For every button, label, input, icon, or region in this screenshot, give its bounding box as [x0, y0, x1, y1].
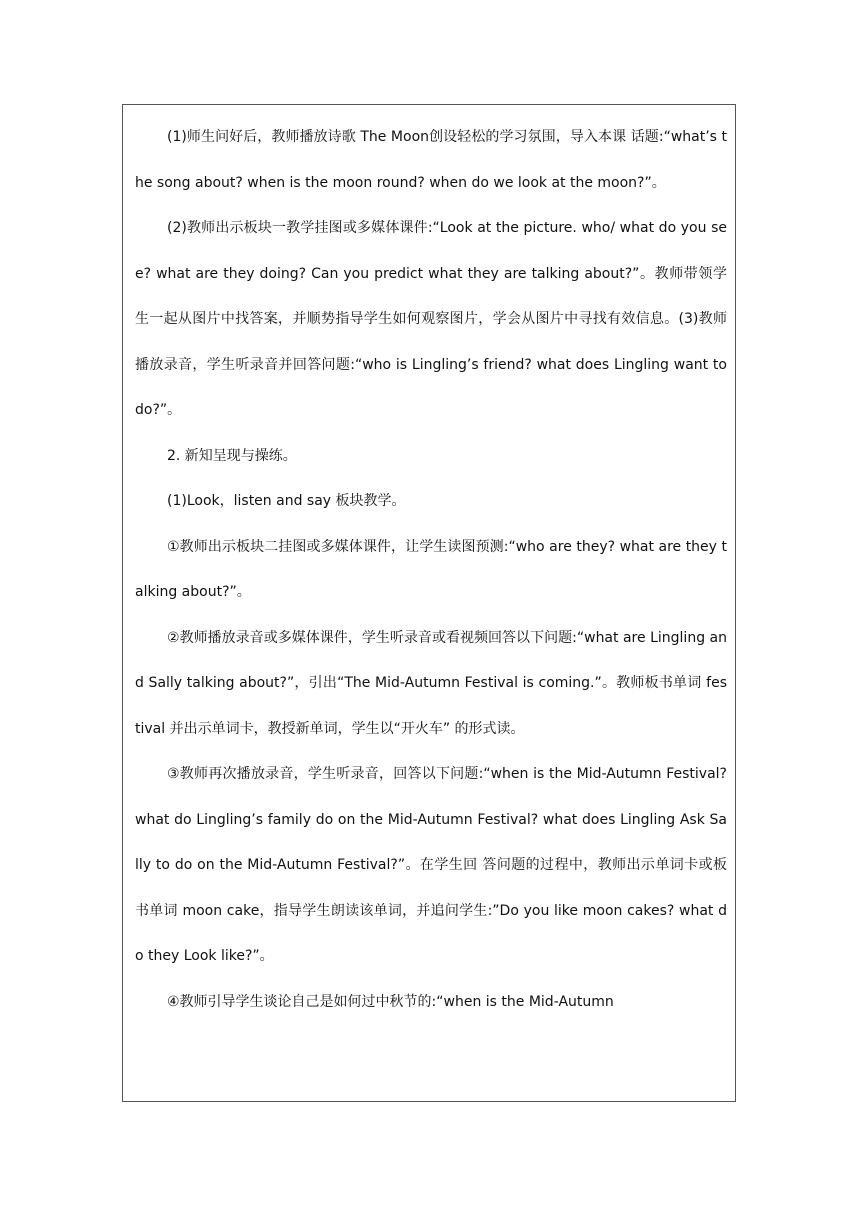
step-4-paragraph: ④教师引导学生谈论自己是如何过中秋节的:“when is the Mid-Autumn [167, 993, 614, 1010]
paragraph-2: (2)教师出示板块一教学挂图或多媒体课件:“Look at the picture. who/ what do you see? what are they doing? Can you predict what they are talking about?”。教师带领学生一起从图片中找答案，并顺势指导学生如何观察图片，学会从图片中寻找有效信息。(3)教师播放录音，学生听录音并回答问题:“who is Lingling’s friend? what does Lingling want to do?”。 [135, 220, 727, 418]
step-1-paragraph: ①教师出示板块二挂图或多媒体课件，让学生读图预测:“who are they? what are they talking about?”。 [135, 538, 727, 600]
document-body [135, 115, 727, 1025]
step-2-paragraph: ②教师播放录音或多媒体课件，学生听录音或看视频回答以下问题:“what are Lingling and Sally talking about?”，引出“The Mid-Autumn Festival is coming.”。教师板书单词 festival 并出示单词卡，教授新单词，学生以“开火车” 的形式读。 [135, 629, 727, 737]
section-heading: 2. 新知呈现与操练。 [167, 447, 297, 464]
step-3-paragraph: ③教师再次播放录音，学生听录音，回答以下问题:“when is the Mid-Autumn Festival? what do Lingling’s family do on the Mid-Autumn Festival? what does Lingling Ask Sally to do on the Mid-Autumn Festival?”。在学生回 答问题的过程中，教师出示单词卡或板书单词 moon cake，指导学生朗读该单词，并追问学生:”Do you like moon cakes? what do they Look like?”。 [135, 766, 727, 964]
subsection-heading: (1)Look，listen and say 板块教学。 [167, 493, 406, 509]
document-frame [122, 104, 736, 1102]
paragraph-1: (1)师生问好后，教师播放诗歌 The Moon创设轻松的学习氛围，导入本课 话题:“what’s the song about? when is the moon round? when do we look at the moon?”。 [135, 129, 727, 191]
